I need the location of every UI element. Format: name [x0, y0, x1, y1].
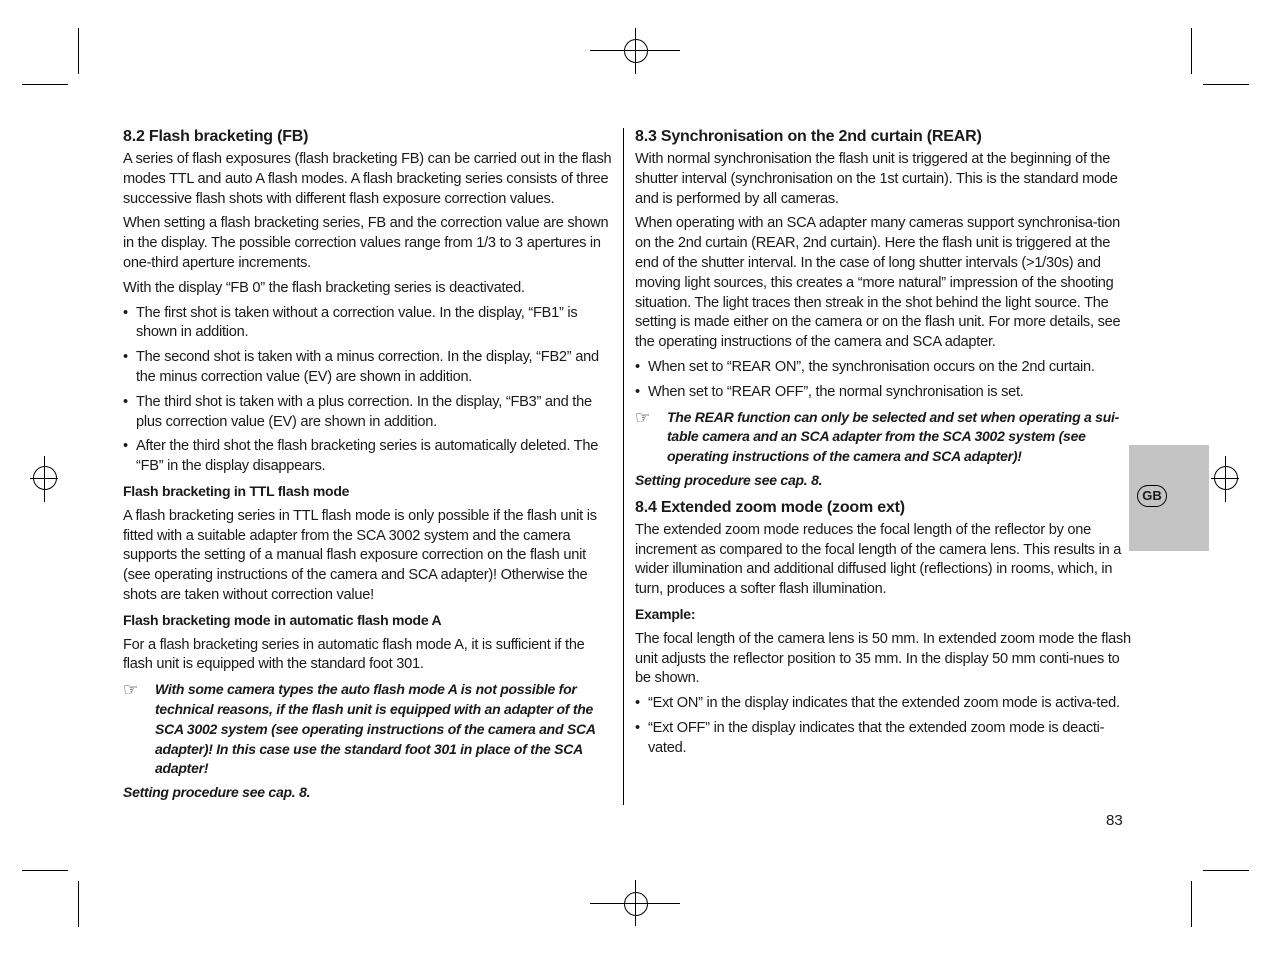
list-item: • “Ext ON” in the display indicates that the extended zoom mode is activa-ted. [635, 694, 1131, 714]
subheading-auto-mode: Flash bracketing mode in automatic flash mode A [123, 611, 442, 628]
crop-mark [78, 881, 79, 927]
column-divider [623, 128, 624, 805]
crop-mark [1203, 870, 1249, 871]
language-tab-label: GB [1137, 485, 1167, 507]
procedure-reference: Setting procedure see cap. 8. [635, 471, 823, 488]
registration-circle [33, 466, 57, 490]
example-label: Example: [635, 605, 696, 622]
section-heading-zoom-ext: 8.4 Extended zoom mode (zoom ext) [635, 498, 905, 516]
bullet-list [123, 304, 617, 477]
section-heading-flash-bracketing: 8.2 Flash bracketing (FB) [123, 128, 309, 145]
subheading-ttl-mode: Flash bracketing in TTL flash mode [123, 482, 350, 499]
list-item: • The second shot is taken with a minus correction. In the display, “FB2” and the minus correction value (EV) are shown in addition. [123, 348, 617, 388]
crop-mark [78, 28, 79, 74]
crop-mark [22, 870, 68, 871]
crop-mark [1191, 881, 1192, 927]
crop-mark [1191, 28, 1192, 74]
procedure-reference: Setting procedure see cap. 8. [123, 784, 311, 801]
paragraph: For a flash bracketing series in automatic flash mode A, it is sufficient if the flash unit is equipped with the standard foot 301. [123, 636, 585, 673]
list-item: • When set to “REAR OFF”, the normal synchronisation is set. [635, 383, 1131, 403]
page-number: 83 [1106, 812, 1123, 829]
paragraph: With the display “FB 0” the flash bracketing series is deactivated. [123, 279, 525, 296]
list-item: • After the third shot the flash bracketing series is automatically deleted. The “FB” in the display disappears. [123, 437, 617, 477]
bullet-list [635, 694, 1131, 758]
crop-mark [1203, 84, 1249, 85]
paragraph: The focal length of the camera lens is 50 mm. In extended zoom mode the flash unit adjusts the reflector position to 35 mm. In the display 50 mm conti-nues to be shown. [635, 630, 1131, 687]
pointing-hand-icon: ☞ [635, 407, 650, 427]
list-item: • The first shot is taken without a correction value. In the display, “FB1” is shown in addition. [123, 304, 617, 344]
registration-circle [624, 892, 648, 916]
paragraph: A series of flash exposures (flash bracketing FB) can be carried out in the flash modes TTL and auto A flash modes. A flash bracketing series consists of three successive flash shots with different flash exposure correction values. [123, 151, 612, 207]
right-column [635, 126, 1131, 764]
note-text: With some camera types the auto flash mode A is not possible for technical reasons, if the flash unit is equipped with an adapter of the SCA 3002 system (see operating instructions of the camera and SCA adapter)! In this case use the standard foot 301 in place of the SCA adapter! [155, 681, 596, 777]
note-block [635, 408, 1131, 467]
bullet-list [635, 358, 1131, 403]
language-tab [1129, 445, 1209, 551]
pointing-hand-icon: ☞ [123, 680, 138, 700]
paragraph: The extended zoom mode reduces the focal length of the reflector by one increment as compared to the focal length of the camera lens. This results in a wider illumination and additional diffused light (reflections) in rooms, which, in turn, produces a softer flash illumination. [635, 521, 1122, 598]
left-column [123, 126, 617, 809]
section-heading-rear-sync: 8.3 Synchronisation on the 2nd curtain (REAR) [635, 128, 982, 145]
list-item: • When set to “REAR ON”, the synchronisation occurs on the 2nd curtain. [635, 358, 1131, 378]
paragraph: A flash bracketing series in TTL flash mode is only possible if the flash unit is fitted with a suitable adapter from the SCA 3002 system and the camera supports the setting of a manual flash exposure correction on the flash unit (see operating instructions of the camera and SCA adapter)! Otherwise the shots are taken without correction value! [123, 507, 597, 603]
paragraph: When operating with an SCA adapter many cameras support synchronisa-tion on the 2nd curtain (REAR, 2nd curtain). Here the flash unit is triggered at the end of the shutter interval. In the case of long shutter intervals (>1/30s) and moving light sources, this creates a “more natural” impression of the shooting situation. The light traces then streak in the shot behind the light source. The setting is made either on the camera or on the flash unit. For more details, see the operating instructions of the camera and SCA adapter. [635, 215, 1121, 351]
crop-mark [22, 84, 68, 85]
note-text: The REAR function can only be selected and set when operating a sui-table camera and an SCA adapter from the SCA 3002 system (see operating instructions of the camera and SCA adapter)! [667, 408, 1120, 465]
registration-circle [1214, 466, 1238, 490]
list-item: • The third shot is taken with a plus correction. In the display, “FB3” and the plus correction value (EV) are shown in addition. [123, 393, 617, 433]
paragraph: When setting a flash bracketing series, FB and the correction value are shown in the display. The possible correction values range from 1/3 to 3 apertures in one-third aperture increments. [123, 215, 609, 271]
registration-circle [624, 39, 648, 63]
note-block [123, 680, 617, 779]
list-item: • “Ext OFF” in the display indicates that the extended zoom mode is deacti-vated. [635, 719, 1131, 759]
paragraph: With normal synchronisation the flash unit is triggered at the beginning of the shutter interval (synchronisation on the 1st curtain). This is the standard mode and is performed by all cameras. [635, 151, 1118, 207]
